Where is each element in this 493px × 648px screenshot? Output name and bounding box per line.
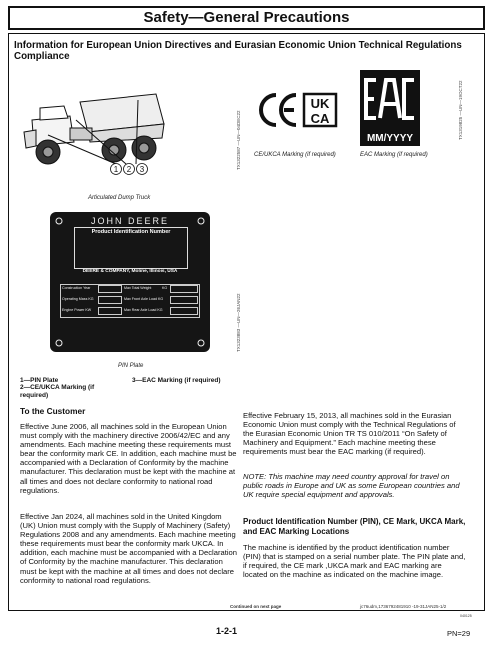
ce-ukca-mark (256, 92, 340, 128)
plate-pin-box (74, 227, 188, 269)
plate-field-1 (98, 285, 122, 293)
callout-2: 2 (126, 165, 132, 174)
truck-caption: Articulated Dump Truck (88, 195, 151, 201)
eac-letters (360, 70, 420, 128)
truck-figure-code: TX1322587 —UN—04DEC22 (236, 110, 241, 170)
right-paragraph-2: The machine is identified by the product identification number (PIN) that is stamped on a serial number plate. The PIN plate and, if required, the CE mark ,UKCA mark and EAC marking are located on the machine as indicated on the machine image. (243, 543, 466, 580)
plate-row1-unit: KG (162, 286, 168, 290)
note-block (243, 472, 468, 499)
plate-caption: PIN Plate (118, 363, 144, 369)
eac-date: MM/YYYY (366, 133, 414, 144)
callout-3: 3 (139, 165, 145, 174)
plate-row3-mid: Max Rear Axle Load KG (124, 308, 163, 312)
small-code: 040125 (460, 614, 472, 618)
plate-field-4 (170, 296, 198, 304)
plate-maker: DEERE & COMPANY, Moline, Illinois, USA (82, 269, 178, 274)
plate-spec-grid (60, 284, 200, 318)
legend-item-2: 2—CE/UKCA Marking (if required) (20, 384, 95, 399)
left-paragraph-1: Effective June 2006, all machines sold in the European Union must comply with the machinery directive 2006/42/EC and any amendments. Each machine meeting these requirements must bear the conformity mark CE. In addition, each machine must be accompanied with a Declaration of Conformity by the machine manufacturer. This declaration must be kept with the machine at all times and does not declare conformity to national road regulations. (20, 422, 237, 495)
note-text: This machine may need country approval for travel on public roads in Europe and UK as some European countries and UK require special equipment and approvals. (243, 472, 460, 500)
eac-mark (360, 70, 420, 146)
ukca-text-top: UK (310, 96, 330, 111)
plate-row3-left: Engine Power KW (62, 308, 92, 312)
customer-heading: To the Customer (20, 406, 86, 416)
callout-1: 1 (113, 165, 119, 174)
plate-row2-left: Operating Mass KG (62, 297, 94, 301)
plate-brand: JOHN DEERE (90, 216, 169, 226)
plate-field-3 (98, 296, 122, 304)
ce-caption: CE/UKCA Marking (if required) (254, 152, 336, 158)
note-label: NOTE: (243, 472, 267, 481)
plate-field-2 (170, 285, 198, 293)
ukca-text-bottom: CA (310, 111, 330, 126)
legend-item-1: 1—PIN Plate (20, 377, 59, 384)
eac-caption: EAC Marking (if required) (360, 152, 428, 158)
plate-field-6 (170, 307, 198, 315)
plate-field-5 (98, 307, 122, 315)
pin-heading: Product Identification Number (PIN), CE Mark, UKCA Mark, and EAC Marking Locations (243, 517, 466, 536)
eac-figure-code: TX1319825 —UN—19OCT22 (458, 80, 463, 140)
page-header: Safety—General Precautions (8, 6, 485, 30)
pn-number: PN=29 (447, 629, 471, 638)
plate-row1-left: Construction Year (62, 286, 91, 290)
continued-note: Continued on next page (230, 604, 282, 609)
legend-item-3: 3—EAC Marking (if required) (132, 377, 221, 384)
callout-circles (110, 162, 154, 176)
section-title: Information for European Union Directives and Eurasian Economic Union Technical Regulations Compliance (14, 40, 462, 62)
left-paragraph-2: Effective Jan 2024, all machines sold in the United Kingdom (UK) Union must comply with the Supply of Machinery (Safety) Regulations 2008 and any amendments. Each machine meeting these requirements must bear the conformity mark UKCA. In addition, each machine must be accompanied with a Declaration of Conformity by the machine manufacturer. This declaration must be kept with the machine at all times and does not declare conformity to national road regulations. (20, 512, 237, 585)
pin-plate (50, 212, 210, 352)
plate-figure-code: TX1323883 —UN—26JAN22 (236, 293, 241, 352)
plate-pin-label: Product Identification Number (91, 229, 171, 235)
doc-id: jc76udm,1736792481910 -19-31JAN25-1/2 (360, 604, 447, 609)
plate-row2-mid: Max Front Axle Load KG (124, 297, 164, 301)
plate-row1-mid: Max Total Weight (124, 286, 152, 290)
right-paragraph-1: Effective February 15, 2013, all machines sold in the Eurasian Economic Union must comply with the Technical Regulations of the Eurasian Economic Union TR TS 010/2011 “On Safety of Machinery and Equipment.” Each machine meeting these requirements must bear the EAC marking (if required). (243, 411, 456, 457)
page-number: 1-2-1 (216, 626, 238, 636)
